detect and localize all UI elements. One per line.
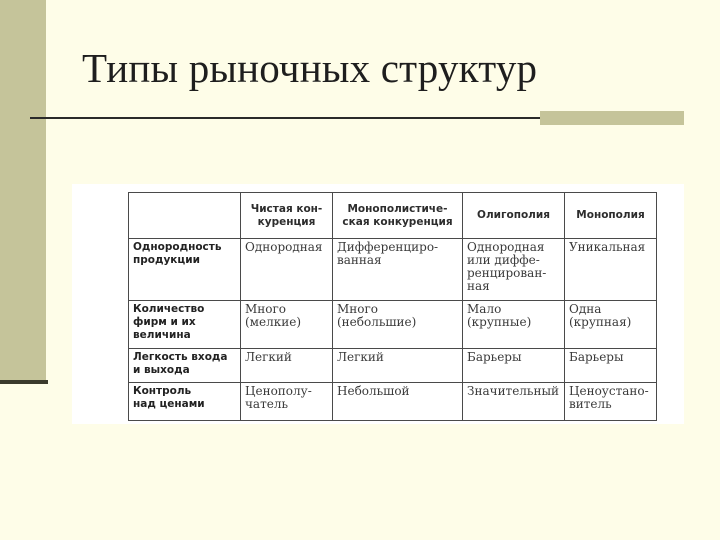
table-cell: Барьеры [565, 349, 657, 383]
header-cell-oligopoly: Олигополия [463, 193, 565, 239]
side-decoration-line [0, 380, 48, 384]
table-cell: Барьеры [463, 349, 565, 383]
table-row [129, 301, 657, 349]
table-cell: Много (небольшие) [333, 301, 463, 349]
table-header-row [129, 193, 657, 239]
title-accent-block [540, 111, 684, 125]
table-cell: Ценоустано- витель [565, 383, 657, 421]
market-structures-table [128, 192, 657, 421]
table-cell: Ценополу- чатель [241, 383, 333, 421]
table-cell: Много (мелкие) [241, 301, 333, 349]
slide-title: Типы рыночных структур [82, 45, 538, 91]
table-row [129, 239, 657, 301]
header-cell-empty [129, 193, 241, 239]
side-decoration-bar [0, 0, 46, 382]
table-cell: Однородная или диффе- ренцирован- ная [463, 239, 565, 301]
table-cell: Небольшой [333, 383, 463, 421]
header-cell-monopoly: Монополия [565, 193, 657, 239]
row-label-number-of-firms: Количество фирм и их величина [129, 301, 241, 349]
table-cell: Одна (крупная) [565, 301, 657, 349]
table-cell: Дифференциро- ванная [333, 239, 463, 301]
scanned-table-image [72, 184, 684, 424]
row-label-ease-of-entry: Легкость входа и выхода [129, 349, 241, 383]
row-label-product-homogeneity: Однородность продукции [129, 239, 241, 301]
table-cell: Значительный [463, 383, 565, 421]
table-row [129, 349, 657, 383]
title-underline [30, 117, 540, 119]
table-cell: Легкий [241, 349, 333, 383]
row-label-price-control: Контроль над ценами [129, 383, 241, 421]
table-cell: Мало (крупные) [463, 301, 565, 349]
table-cell: Легкий [333, 349, 463, 383]
header-cell-pure-competition: Чистая кон- куренция [241, 193, 333, 239]
table-row [129, 383, 657, 421]
table-cell: Уникальная [565, 239, 657, 301]
table-cell: Однородная [241, 239, 333, 301]
header-cell-monopolistic-competition: Монополистиче- ская конкуренция [333, 193, 463, 239]
